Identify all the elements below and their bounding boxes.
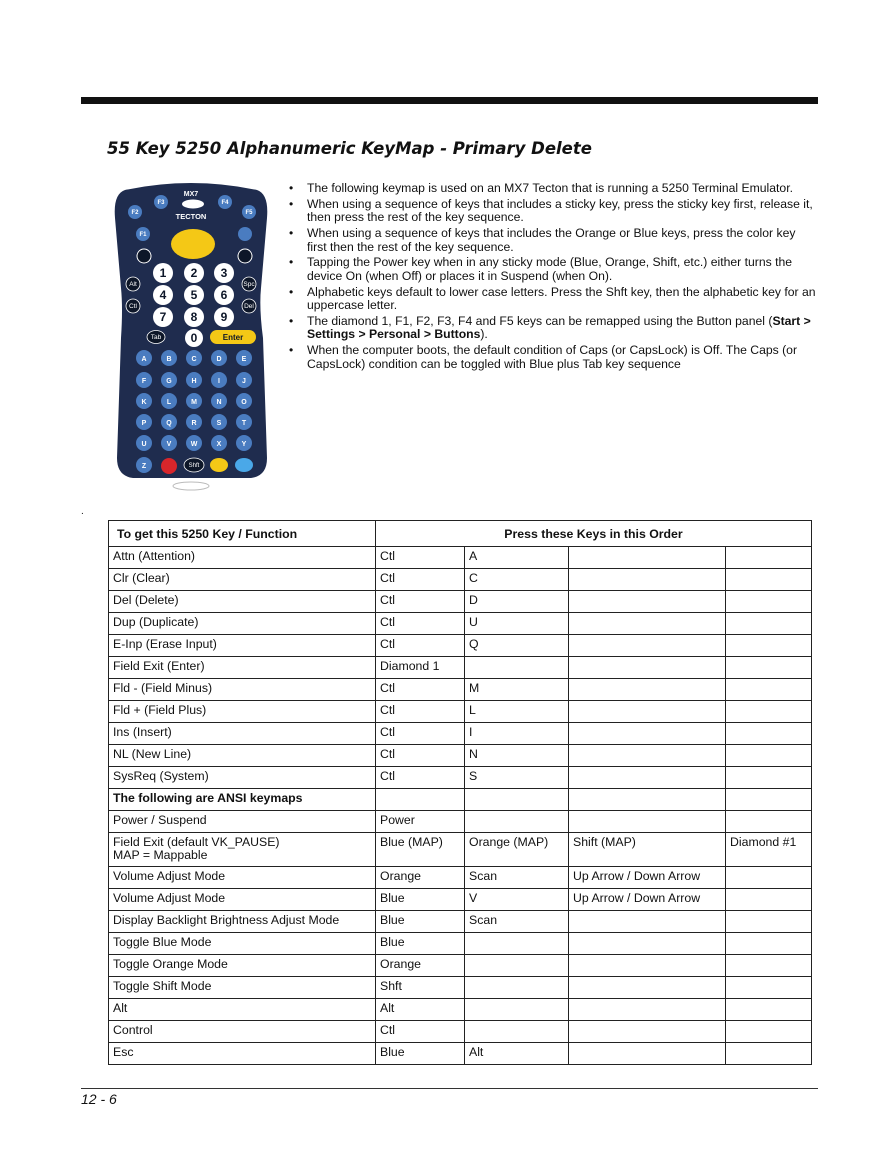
top-rule: [81, 97, 818, 104]
svg-text:8: 8: [190, 310, 198, 324]
bullet-item: • Tapping the Power key when in any sticky mode (Blue, Orange, Shift, etc.) either turns the device On (when Off) or places it in Suspend (when On).: [288, 256, 818, 283]
key-cell: [726, 635, 812, 657]
svg-text:P: P: [141, 420, 147, 427]
svg-text:I: I: [218, 378, 220, 385]
key-cell: [726, 723, 812, 745]
key-cell: Orange: [376, 955, 465, 977]
svg-text:L: L: [166, 399, 172, 406]
table-header-row: [109, 521, 812, 547]
key-cell: U: [465, 613, 569, 635]
svg-text:A: A: [141, 356, 147, 363]
function-cell: Ins (Insert): [109, 723, 376, 745]
key-cell: [376, 789, 465, 811]
svg-text:X: X: [216, 441, 222, 448]
table-row: [109, 911, 812, 933]
key-cell: Ctl: [376, 767, 465, 789]
power-key: [161, 458, 177, 474]
key-cell: Alt: [465, 1043, 569, 1065]
function-cell: Volume Adjust Mode: [109, 889, 376, 911]
key-cell: [569, 977, 726, 999]
scan-key: [171, 229, 215, 259]
bullet-item: • When using a sequence of keys that includes the Orange or Blue keys, press the color key first then the rest of the key sequence.: [288, 227, 818, 254]
key-cell: [726, 911, 812, 933]
svg-text:F5: F5: [245, 210, 253, 216]
brand-label: MX7: [183, 191, 199, 198]
function-cell: Fld - (Field Minus): [109, 679, 376, 701]
key-cell: [726, 591, 812, 613]
svg-text:V: V: [166, 441, 172, 448]
down-arrow-key: [137, 249, 151, 263]
function-cell: The following are ANSI keymaps: [109, 789, 376, 811]
key-cell: [726, 745, 812, 767]
key-cell: [465, 657, 569, 679]
key-cell: [726, 789, 812, 811]
svg-text:C: C: [191, 356, 197, 363]
table-row: [109, 933, 812, 955]
table-row: [109, 867, 812, 889]
svg-text:Q: Q: [166, 420, 172, 427]
table-row: [109, 833, 812, 867]
svg-text:1: 1: [159, 266, 167, 280]
blue-key: [235, 458, 253, 472]
key-cell: Diamond 1: [376, 657, 465, 679]
key-cell: [465, 977, 569, 999]
function-cell: Clr (Clear): [109, 569, 376, 591]
key-cell: [726, 679, 812, 701]
svg-text:F: F: [141, 378, 147, 385]
table-row: [109, 723, 812, 745]
function-cell: Toggle Shift Mode: [109, 977, 376, 999]
function-cell: Display Backlight Brightness Adjust Mode: [109, 911, 376, 933]
key-cell: [569, 911, 726, 933]
keypad-illustration: [111, 178, 271, 496]
function-cell: Toggle Blue Mode: [109, 933, 376, 955]
svg-text:Z: Z: [141, 463, 147, 470]
key-cell: [465, 789, 569, 811]
key-cell: [569, 789, 726, 811]
header-keys: Press these Keys in this Order: [376, 521, 812, 547]
svg-text:F4: F4: [221, 200, 229, 206]
key-cell: [726, 999, 812, 1021]
function-cell: NL (New Line): [109, 745, 376, 767]
key-cell: [726, 889, 812, 911]
bullet-item: • When the computer boots, the default condition of Caps (or CapsLock) is Off. The Caps (or CapsLock) condition can be toggled with Blue plus Tab key sequence: [288, 344, 818, 371]
svg-text:6: 6: [220, 288, 228, 302]
key-cell: L: [465, 701, 569, 723]
key-cell: Ctl: [376, 591, 465, 613]
svg-text:Spc: Spc: [243, 281, 255, 288]
function-cell: Dup (Duplicate): [109, 613, 376, 635]
svg-text:7: 7: [159, 310, 167, 324]
key-cell: [465, 1021, 569, 1043]
svg-text:Ctl: Ctl: [129, 303, 137, 310]
table-row: [109, 635, 812, 657]
key-cell: Ctl: [376, 679, 465, 701]
key-cell: [726, 1043, 812, 1065]
key-cell: [569, 1043, 726, 1065]
svg-text:E: E: [241, 356, 247, 363]
key-cell: Blue: [376, 1043, 465, 1065]
svg-text:S: S: [216, 420, 222, 427]
key-cell: [569, 955, 726, 977]
function-cell: Esc: [109, 1043, 376, 1065]
key-cell: Shift (MAP): [569, 833, 726, 867]
page-number: 12 - 6: [81, 1091, 117, 1107]
function-cell: Volume Adjust Mode: [109, 867, 376, 889]
svg-text:Del: Del: [244, 303, 254, 310]
svg-text:Tab: Tab: [150, 334, 162, 341]
key-cell: [569, 701, 726, 723]
function-cell: Attn (Attention): [109, 547, 376, 569]
key-cell: Q: [465, 635, 569, 657]
key-cell: Blue: [376, 889, 465, 911]
svg-text:T: T: [241, 420, 247, 427]
key-cell: A: [465, 547, 569, 569]
keymap-table: [108, 520, 812, 1065]
key-cell: [569, 1021, 726, 1043]
key-cell: [726, 811, 812, 833]
key-cell: [726, 613, 812, 635]
table-row: [109, 679, 812, 701]
bullet-item: • The following keymap is used on an MX7 Tecton that is running a 5250 Terminal Emulator.: [288, 182, 818, 196]
table-row: [109, 789, 812, 811]
svg-text:K: K: [141, 399, 147, 406]
key-cell: Ctl: [376, 635, 465, 657]
function-cell: SysReq (System): [109, 767, 376, 789]
bullet-list: [288, 182, 818, 373]
key-cell: Shft: [376, 977, 465, 999]
svg-text:Alt: Alt: [129, 281, 137, 288]
key-cell: Ctl: [376, 569, 465, 591]
key-cell: [465, 933, 569, 955]
svg-text:B: B: [166, 356, 172, 363]
key-cell: [726, 569, 812, 591]
model-label: TECTON: [175, 212, 207, 221]
function-cell: Field Exit (Enter): [109, 657, 376, 679]
table-row: [109, 591, 812, 613]
svg-text:F1: F1: [139, 232, 147, 238]
table-row: [109, 745, 812, 767]
key-cell: [569, 547, 726, 569]
key-cell: [569, 745, 726, 767]
key-cell: Power: [376, 811, 465, 833]
key-cell: Ctl: [376, 745, 465, 767]
key-cell: [726, 977, 812, 999]
key-cell: I: [465, 723, 569, 745]
svg-text:U: U: [141, 441, 147, 448]
key-cell: [569, 999, 726, 1021]
svg-text:0: 0: [190, 331, 198, 345]
table-row: [109, 569, 812, 591]
key-cell: Ctl: [376, 547, 465, 569]
key-cell: M: [465, 679, 569, 701]
speaker-grille: [173, 482, 209, 490]
function-cell: Field Exit (default VK_PAUSE) MAP = Mappable: [109, 833, 376, 867]
table-row: [109, 889, 812, 911]
key-cell: Ctl: [376, 723, 465, 745]
table-row: [109, 1021, 812, 1043]
key-cell: [726, 657, 812, 679]
function-cell: Alt: [109, 999, 376, 1021]
key-cell: [465, 955, 569, 977]
function-cell: Del (Delete): [109, 591, 376, 613]
header-function: To get this 5250 Key / Function: [109, 521, 376, 547]
svg-text:F2: F2: [131, 210, 139, 216]
key-cell: [569, 591, 726, 613]
page-title: 55 Key 5250 Alphanumeric KeyMap - Primary Delete: [107, 139, 592, 158]
key-cell: Ctl: [376, 613, 465, 635]
svg-text:4: 4: [159, 288, 167, 302]
svg-text:3: 3: [220, 266, 228, 280]
svg-text:F3: F3: [157, 200, 165, 206]
key-cell: [569, 767, 726, 789]
svg-text:O: O: [241, 399, 247, 406]
key-cell: [569, 933, 726, 955]
key-cell: [726, 1021, 812, 1043]
up-arrow-key: [238, 249, 252, 263]
bullet-item: • The diamond 1, F1, F2, F3, F4 and F5 keys can be remapped using the Button panel (Start > Settings > Personal > Buttons).: [288, 315, 818, 342]
key-cell: Ctl: [376, 1021, 465, 1043]
table-row: [109, 955, 812, 977]
svg-text:D: D: [216, 356, 222, 363]
svg-text:9: 9: [220, 310, 228, 324]
key-cell: [569, 811, 726, 833]
function-cell: Toggle Orange Mode: [109, 955, 376, 977]
enter-key-label: Enter: [222, 333, 244, 342]
svg-text:H: H: [191, 378, 197, 385]
key-cell: [726, 867, 812, 889]
svg-text:G: G: [166, 378, 172, 385]
svg-text:N: N: [216, 399, 222, 406]
svg-text:M: M: [191, 399, 197, 406]
key-cell: [569, 613, 726, 635]
key-cell: D: [465, 591, 569, 613]
key-cell: Diamond #1: [726, 833, 812, 867]
svg-text:2: 2: [190, 266, 198, 280]
stray-mark: .: [81, 506, 84, 517]
key-cell: Blue (MAP): [376, 833, 465, 867]
key-cell: S: [465, 767, 569, 789]
function-cell: Control: [109, 1021, 376, 1043]
table-row: [109, 811, 812, 833]
key-cell: [569, 679, 726, 701]
table-row: [109, 657, 812, 679]
svg-text:Y: Y: [241, 441, 247, 448]
key-cell: [726, 701, 812, 723]
key-cell: [569, 723, 726, 745]
table-row: [109, 767, 812, 789]
table-row: [109, 999, 812, 1021]
key-cell: [726, 547, 812, 569]
map-note: MAP = Mappable: [113, 848, 208, 862]
key-cell: Up Arrow / Down Arrow: [569, 867, 726, 889]
table-row: [109, 613, 812, 635]
key-cell: C: [465, 569, 569, 591]
key-cell: V: [465, 889, 569, 911]
function-cell: Fld + (Field Plus): [109, 701, 376, 723]
table-row: [109, 977, 812, 999]
key-cell: [726, 955, 812, 977]
key-cell: [569, 569, 726, 591]
svg-text:J: J: [242, 378, 246, 385]
table-row: [109, 547, 812, 569]
function-cell: Power / Suspend: [109, 811, 376, 833]
key-cell: Scan: [465, 867, 569, 889]
key-cell: Orange (MAP): [465, 833, 569, 867]
key-cell: Orange: [376, 867, 465, 889]
key-cell: [465, 999, 569, 1021]
key-cell: [726, 933, 812, 955]
table-row: [109, 701, 812, 723]
key-cell: [569, 657, 726, 679]
function-cell: E-Inp (Erase Input): [109, 635, 376, 657]
bullet-item: • Alphabetic keys default to lower case letters. Press the Shft key, then the alphabetic key for an uppercase letter.: [288, 286, 818, 313]
key-cell: Alt: [376, 999, 465, 1021]
key-cell: Blue: [376, 933, 465, 955]
key-cell: Blue: [376, 911, 465, 933]
key-cell: Ctl: [376, 701, 465, 723]
svg-text:W: W: [190, 441, 198, 448]
svg-text:5: 5: [190, 288, 198, 302]
key-cell: Scan: [465, 911, 569, 933]
table-row: [109, 1043, 812, 1065]
key-cell: Up Arrow / Down Arrow: [569, 889, 726, 911]
bullet-item: • When using a sequence of keys that includes a sticky key, press the sticky key first, release it, then press the rest of the key sequence.: [288, 198, 818, 225]
key-cell: N: [465, 745, 569, 767]
svg-text:R: R: [191, 420, 197, 427]
key-cell: [726, 767, 812, 789]
orange-key: [210, 458, 228, 472]
footer-rule: [81, 1088, 818, 1089]
key-cell: [569, 635, 726, 657]
diamond-key: [182, 200, 204, 209]
key-cell: [465, 811, 569, 833]
shift-key-label: Shft: [188, 463, 200, 469]
